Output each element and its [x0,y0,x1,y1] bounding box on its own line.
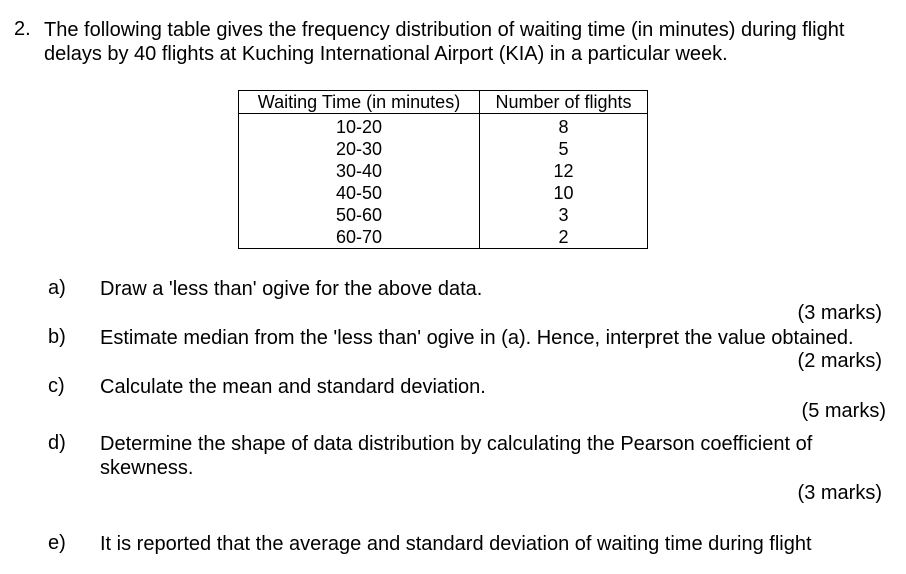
part-a-label: a) [48,277,66,299]
table-row [239,204,648,226]
frequency-table [238,90,648,249]
table-row [239,138,648,160]
cell-waiting-time: 40-50 [239,182,480,204]
question-number: 2. [14,18,31,40]
part-b-label: b) [48,326,66,348]
part-c-text: Calculate the mean and standard deviation. [100,376,486,398]
cell-flights: 12 [480,160,648,182]
part-b-marks: (2 marks) [797,350,882,372]
cell-flights: 2 [480,226,648,249]
cell-flights: 8 [480,114,648,139]
cell-waiting-time: 30-40 [239,160,480,182]
question-intro: The following table gives the frequency distribution of waiting time (in minutes) during flight delays by 40 flights at Kuching International Airport (KIA) in a particular week. [44,19,845,65]
part-d-text: Determine the shape of data distribution by calculating the Pearson coefficient of skewness. [100,433,813,479]
part-b-text: Estimate median from the 'less than' ogive in (a). Hence, interpret the value obtained. [100,327,854,349]
part-a-marks: (3 marks) [797,302,882,324]
cell-waiting-time: 10-20 [239,114,480,139]
part-d-marks: (3 marks) [797,482,882,504]
part-e-label: e) [48,532,66,554]
part-c-marks: (5 marks) [801,400,886,422]
part-c-label: c) [48,375,65,397]
table-row [239,182,648,204]
cell-flights: 5 [480,138,648,160]
table-row [239,226,648,249]
cell-flights: 10 [480,182,648,204]
table-row [239,160,648,182]
header-number-of-flights: Number of flights [480,91,648,114]
part-a-text: Draw a 'less than' ogive for the above data. [100,278,483,300]
header-waiting-time: Waiting Time (in minutes) [239,91,480,114]
part-d-label: d) [48,432,66,454]
cell-waiting-time: 50-60 [239,204,480,226]
cell-waiting-time: 20-30 [239,138,480,160]
table-row [239,114,648,139]
cell-waiting-time: 60-70 [239,226,480,249]
cell-flights: 3 [480,204,648,226]
table-header-row [239,91,648,114]
part-e-text: It is reported that the average and standard deviation of waiting time during flight [100,533,812,555]
